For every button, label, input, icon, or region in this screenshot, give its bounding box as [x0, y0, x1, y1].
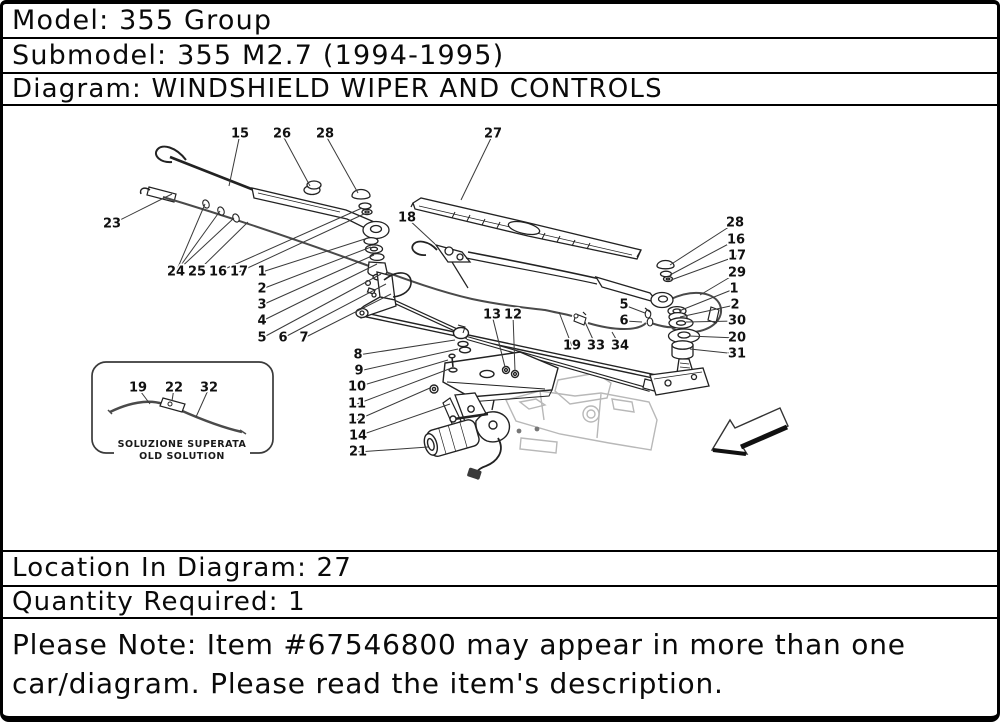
- callout-13: 13: [482, 307, 502, 323]
- callout-12: 12: [347, 412, 367, 428]
- callout-16: 16: [208, 264, 228, 280]
- callout-5: 5: [257, 330, 267, 346]
- callout-6: 6: [619, 313, 629, 329]
- spindle-parts-right: [650, 261, 709, 396]
- inset-caption-line2: OLD SOLUTION: [139, 451, 225, 462]
- old-solution-inset: [92, 362, 273, 462]
- callout-29: 29: [727, 265, 747, 281]
- diagram-title-row: Diagram: WINDSHIELD WIPER AND CONTROLS: [3, 74, 997, 106]
- callout-17: 17: [229, 264, 249, 280]
- inset-caption-line1: SOLUZIONE SUPERATA: [117, 439, 247, 450]
- parts-diagram-cell: [3, 106, 997, 552]
- parts-diagram-svg: [3, 106, 997, 550]
- leader-line-27: [461, 134, 493, 200]
- callout-2: 2: [730, 297, 740, 313]
- leader-line-17: [239, 214, 364, 272]
- callout-25: 25: [187, 264, 207, 280]
- wiper-arm-left: [156, 147, 389, 239]
- callout-14: 14: [348, 428, 368, 444]
- leader-line-26: [282, 134, 310, 186]
- callout-11: 11: [347, 396, 367, 412]
- callout-20: 20: [727, 330, 747, 346]
- callout-16: 16: [726, 232, 746, 248]
- callout-28: 28: [725, 215, 745, 231]
- leader-line-1: [262, 238, 368, 272]
- callout-15: 15: [230, 126, 250, 142]
- callout-23: 23: [102, 216, 122, 232]
- callout-8: 8: [353, 347, 363, 363]
- location-row: Location In Diagram: 27: [3, 552, 997, 587]
- callout-33: 33: [586, 338, 606, 354]
- leader-line-15: [229, 134, 240, 186]
- leader-line-28: [325, 134, 358, 193]
- callout-6: 6: [278, 330, 288, 346]
- callout-21: 21: [348, 444, 368, 460]
- callout-4: 4: [257, 313, 267, 329]
- callout-2: 2: [257, 281, 267, 297]
- note-row: Please Note: Item #67546800 may appear in more than one car/diagram. Please read the item's description.: [12, 628, 906, 700]
- callout-19: 19: [128, 380, 148, 396]
- callout-26: 26: [272, 126, 292, 142]
- quantity-row: Quantity Required: 1: [3, 587, 997, 619]
- callout-1: 1: [729, 281, 739, 297]
- direction-arrow: [712, 408, 788, 454]
- callout-10: 10: [347, 379, 367, 395]
- callout-31: 31: [727, 346, 747, 362]
- callout-9: 9: [354, 363, 364, 379]
- leader-line-10: [357, 360, 448, 387]
- callout-32: 32: [199, 380, 219, 396]
- callout-5: 5: [619, 297, 629, 313]
- callout-17: 17: [727, 248, 747, 264]
- callout-1: 1: [257, 264, 267, 280]
- callout-12: 12: [503, 307, 523, 323]
- leader-line-3: [262, 255, 374, 305]
- callout-19: 19: [562, 338, 582, 354]
- callout-22: 22: [164, 380, 184, 396]
- callout-24: 24: [166, 264, 186, 280]
- callout-18: 18: [397, 210, 417, 226]
- top-border-notch: [495, 0, 504, 4]
- leader-line-1: [679, 289, 734, 311]
- callout-3: 3: [257, 297, 267, 313]
- callout-27: 27: [483, 126, 503, 142]
- model-row: Model: 355 Group: [3, 4, 997, 39]
- leader-line-21: [358, 447, 428, 452]
- submodel-row: Submodel: 355 M2.7 (1994-1995): [3, 39, 997, 74]
- callout-30: 30: [727, 313, 747, 329]
- callout-28: 28: [315, 126, 335, 142]
- callout-7: 7: [299, 330, 309, 346]
- callout-34: 34: [610, 338, 630, 354]
